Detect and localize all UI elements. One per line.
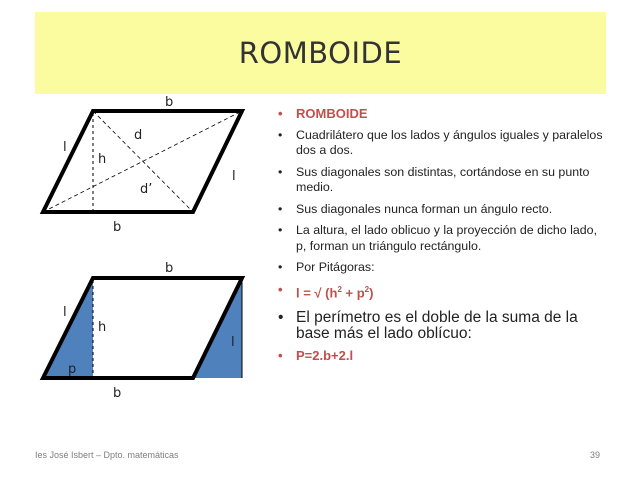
parallelogram-with-triangles (43, 261, 242, 401)
bullet-perimetro: • El perímetro es el doble de la suma de la base más el lado oblícuo: (270, 310, 605, 342)
label-left-l-2: l (63, 305, 67, 320)
label-right-l: l (232, 169, 236, 184)
label-right-l-2: l (231, 335, 235, 350)
label-diagonal-d: d (134, 128, 143, 143)
page-number: 39 (589, 450, 600, 460)
slide-title: ROMBOIDE (238, 36, 403, 70)
bullet-diagonals-distinct: • Sus diagonales son distintas, cortándose en su punto medio. (270, 165, 605, 196)
bullet-definition: • Cuadrilátero que los lados y ángulos iguales y paralelos dos a dos. (270, 128, 605, 159)
label-height-h: h (98, 152, 107, 167)
label-height-h-2: h (98, 320, 107, 335)
label-bottom-b-2: b (113, 386, 122, 401)
footer-school: Ies José Isbert – Dpto. matemáticas (35, 450, 179, 460)
label-projection-p: p (68, 362, 77, 377)
label-left-l: l (63, 140, 67, 155)
label-top-b-2: b (165, 261, 174, 276)
bullet-altura-triangle: • La altura, el lado oblicuo y la proyección de dicho lado, p, forman un triángulo rectángulo. (270, 223, 605, 254)
bullet-formula-l: • l = √ $(h^2 + p^2)$ (270, 282, 605, 301)
bullet-diagonals-angle: • Sus diagonales nunca forman un ángulo recto. (270, 202, 605, 218)
label-bottom-b: b (113, 220, 122, 235)
bullet-list (270, 106, 605, 370)
bullet-romboide: • ROMBOIDE (270, 106, 605, 122)
label-diagonal-d-prime: d’ (140, 182, 153, 197)
parallelogram-with-diagonals (43, 95, 242, 235)
bullet-pitagoras: • Por Pitágoras: (270, 260, 605, 276)
bullet-formula-p: • P=2.b+2.l (270, 348, 605, 364)
label-top-b: b (165, 95, 174, 110)
